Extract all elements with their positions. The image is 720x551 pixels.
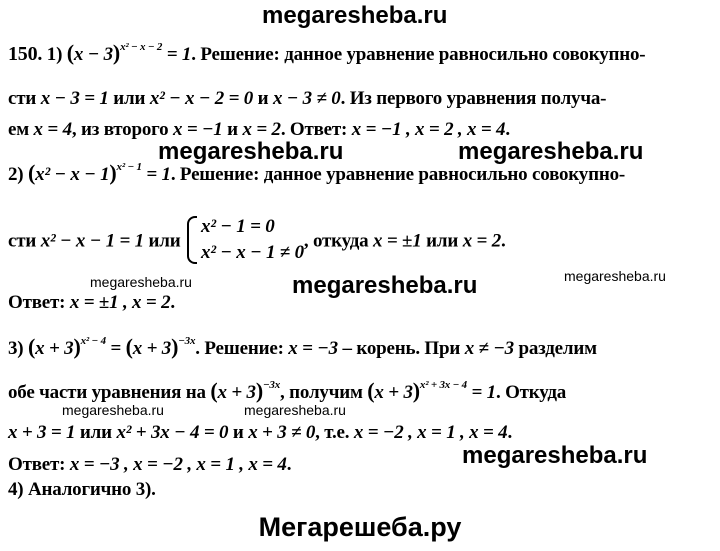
watermark-small: megaresheba.ru xyxy=(90,274,192,290)
watermark-big-center: megaresheba.ru xyxy=(292,272,478,299)
watermark-big-bottom: megaresheba.ru xyxy=(462,442,648,469)
watermark-small: megaresheba.ru xyxy=(62,402,164,418)
problem-line: 3) $(x + 3)^{x^2 - 4} = (x + 3)^{-3x}$. Решение: x = −3 – корень. При x ≠ −3 разделим xyxy=(8,334,597,359)
problem-line: сти x² − x − 1 = 1 или x² − 1 = 0 x² − x − 1 ≠ 0 , откуда x = ±1 или x = 2. xyxy=(8,218,506,266)
problem-number: 150. xyxy=(8,43,43,65)
problem-line: 150. 1) $(x - 3)^{x^2 - x - 2} = 1$. Решение: данное уравнение равносильно совокупно- xyxy=(8,40,646,65)
watermark-small: megaresheba.ru xyxy=(244,402,346,418)
problem-line: x + 3 = 1 или x² + 3x − 4 = 0 и x + 3 ≠ 0, т.е. x = −2 , x = 1 , x = 4. xyxy=(8,422,513,443)
problem-line: сти x − 3 = 1 или x² − x − 2 = 0 и x − 3 ≠ 0. Из первого уравнения получа- xyxy=(8,88,607,109)
problem-line: 2) $(x^2 - x - 1)^{x^2 - 1} = 1$. Решение: данное уравнение равносильно совокупно- xyxy=(8,160,626,185)
problem-line: обе части уравнения на $(x + 3)^{-3x}$, получим $(x + 3)^{x^2 + 3x - 4} = 1$. Откуда xyxy=(8,378,567,403)
problem-line: ем x = 4, из второго x = −1 и x = 2. Ответ: x = −1 , x = 2 , x = 4. xyxy=(8,119,510,140)
footer-brand: Мегарешеба.ру xyxy=(258,512,462,542)
problem-line: Ответ: x = ±1 , x = 2. xyxy=(8,292,175,313)
watermark-top: megaresheba.ru xyxy=(262,2,448,29)
problem-line: 4) Аналогично 3). xyxy=(8,479,156,500)
equation-system: x² − 1 = 0 x² − x − 1 ≠ 0 xyxy=(185,214,304,266)
math-expression: $(x - 3)^{x^2 - x - 2} = 1$ xyxy=(66,40,192,65)
watermark-mid-left: megaresheba.ru xyxy=(158,138,344,165)
watermark-mid-right: megaresheba.ru xyxy=(458,138,644,165)
watermark-small: megaresheba.ru xyxy=(564,268,666,284)
problem-line: Ответ: x = −3 , x = −2 , x = 1 , x = 4. xyxy=(8,454,292,475)
